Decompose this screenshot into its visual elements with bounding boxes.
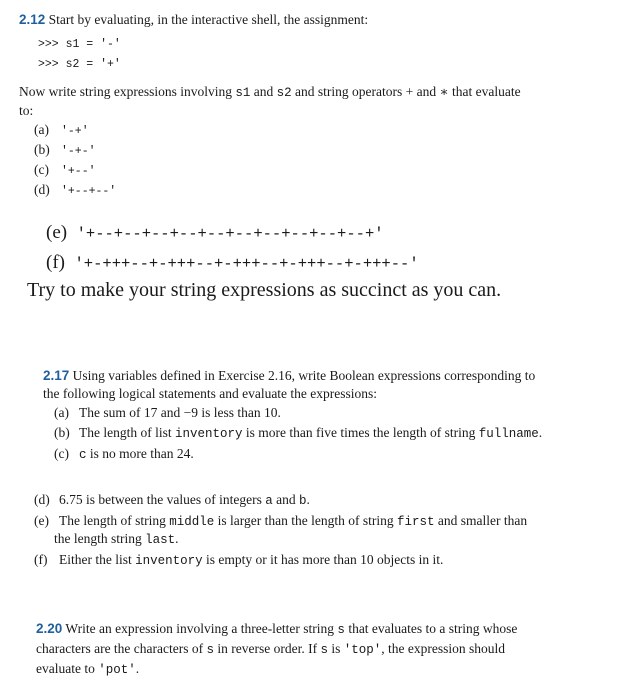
item-label: (b) [54, 425, 70, 440]
text: evaluate to [36, 661, 99, 676]
exercise-2-17-line1 [43, 368, 535, 384]
exercise-number: 2.17 [43, 368, 70, 383]
list-item-c [34, 162, 96, 178]
text: The length of string [59, 513, 170, 528]
text: and [272, 492, 299, 507]
star-operator: ∗ [439, 84, 449, 99]
text: the length string [54, 531, 146, 546]
text: Now write string expressions involving [19, 84, 236, 99]
list-item-a [54, 405, 281, 421]
item-label: (b) [34, 142, 50, 157]
text: 6.75 is between the values of integers [59, 492, 266, 507]
exercise-2-12-heading [19, 12, 368, 28]
text: . [306, 492, 310, 507]
text: . [175, 531, 179, 546]
code-fullname: fullname [478, 427, 539, 441]
list-item-b [54, 425, 542, 441]
code-middle: middle [169, 515, 215, 529]
text: , the expression should [381, 641, 506, 656]
list-item-d [34, 182, 116, 198]
list-item-f [34, 552, 443, 568]
item-expr: '+--+--+--+--+--+--+--+--+--+--+' [76, 225, 384, 243]
list-item-d [34, 492, 310, 508]
list-item-f [46, 252, 419, 274]
code-s: s [337, 623, 345, 637]
item-expr: '-+-' [61, 145, 96, 158]
code-s: s [206, 643, 215, 657]
text: . [538, 425, 543, 440]
item-label: (c) [34, 162, 49, 177]
item-expr: '+--+--' [61, 185, 117, 198]
item-expr: '+-+++--+-+++--+-+++--+-+++--+-+++--' [74, 255, 419, 273]
code-inventory: inventory [135, 554, 203, 568]
text: Using variables defined in Exercise 2.16, write Boolean expressions corresponding to [72, 368, 536, 383]
item-label: (e) [34, 513, 49, 528]
code-c: c [79, 448, 87, 462]
exercise-2-20-line2 [36, 641, 505, 657]
list-item-a [34, 122, 89, 138]
text: The length of list [79, 425, 175, 440]
text: Either the list [59, 552, 136, 567]
item-expr: '-+' [61, 125, 89, 138]
text: and string operators + and [291, 84, 440, 99]
code-a: a [265, 494, 273, 508]
exercise-2-20-line1 [36, 621, 517, 637]
list-item-b [34, 142, 96, 158]
code-pot: 'pot' [98, 663, 136, 677]
text: is more than five times the length of string [242, 425, 479, 440]
shell-line-s2: >>> s2 = '+' [38, 58, 121, 71]
item-label: (c) [54, 446, 69, 461]
item-label: (a) [54, 405, 69, 420]
instruction-line-2: to: [19, 103, 34, 118]
list-item-c [54, 446, 194, 462]
item-label: (f) [34, 552, 48, 567]
text: is [328, 641, 344, 656]
text: Write an expression involving a three-letter string [65, 621, 338, 636]
code-s: s [320, 643, 328, 657]
code-inventory: inventory [174, 427, 243, 441]
exercise-2-17-line2: the following logical statements and evaluate the expressions: [43, 386, 378, 401]
list-item-e [34, 513, 527, 529]
exercise-intro: Start by evaluating, in the interactive shell, the assignment: [48, 12, 369, 27]
item-text: The sum of 17 and −9 is less than 10. [79, 405, 281, 420]
list-item-e-continued [54, 531, 179, 547]
text: is empty or it has more than 10 objects in it. [202, 552, 444, 567]
text: is larger than the length of string [214, 513, 397, 528]
code-b: b [298, 494, 307, 508]
succinct-note: Try to make your string expressions as succinct as you can. [27, 279, 502, 301]
exercise-number: 2.20 [36, 621, 63, 636]
item-label: (d) [34, 492, 50, 507]
text: that evaluates to a string whose [344, 621, 518, 636]
code-first: first [396, 515, 435, 529]
text: in reverse order. If [214, 641, 321, 656]
text: characters are the characters of [36, 641, 207, 656]
text: that evaluate [448, 84, 521, 99]
exercise-number: 2.12 [19, 12, 46, 27]
text: is no more than 24. [86, 446, 194, 461]
shell-line-s1: >>> s1 = '-' [38, 38, 121, 51]
code-top: 'top' [343, 643, 382, 657]
item-label: (a) [34, 122, 49, 137]
text: . [135, 661, 140, 676]
item-expr: '+--' [61, 165, 96, 178]
text: and [250, 84, 277, 99]
code-s1: s1 [235, 86, 251, 100]
item-label: (d) [34, 182, 50, 197]
item-label: (f) [46, 252, 65, 273]
instruction-line [19, 84, 521, 100]
code-s2: s2 [276, 86, 292, 100]
code-last: last [145, 533, 176, 547]
list-item-e [46, 222, 384, 244]
item-label: (e) [46, 222, 68, 243]
exercise-2-20-line3 [36, 661, 139, 677]
text: and smaller than [434, 513, 528, 528]
